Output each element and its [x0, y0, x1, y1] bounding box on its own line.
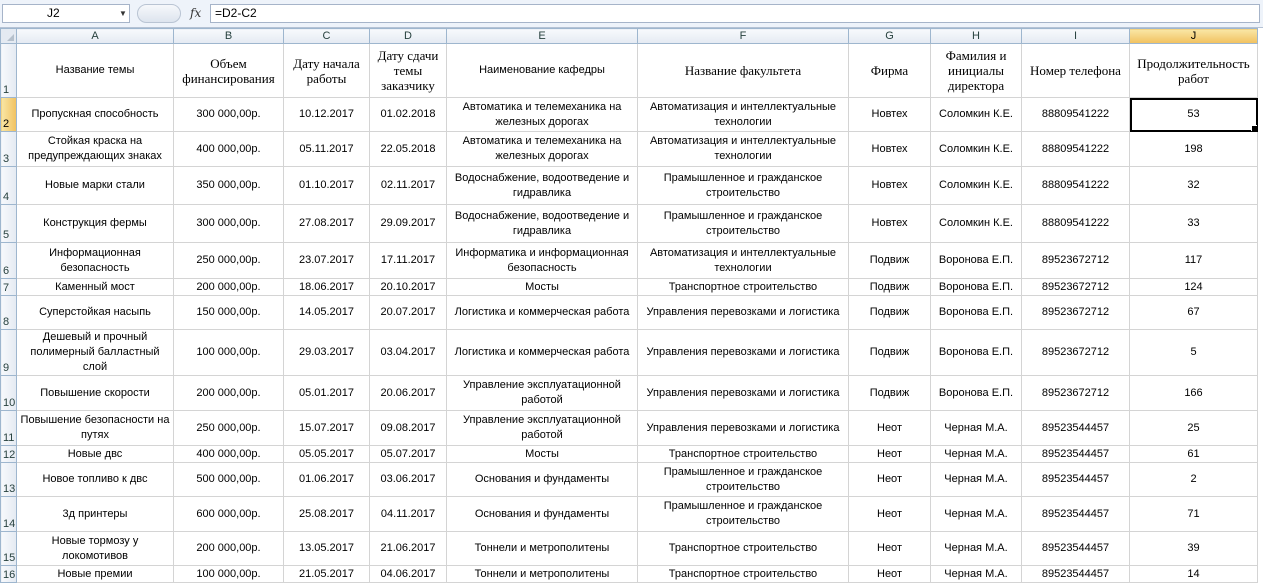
- cell[interactable]: 14.05.2017: [284, 296, 370, 330]
- cell[interactable]: 15.07.2017: [284, 411, 370, 446]
- cell[interactable]: 100 000,00р.: [174, 566, 284, 583]
- cell[interactable]: 100 000,00р.: [174, 330, 284, 376]
- cell[interactable]: Транспортное строительство: [638, 566, 849, 583]
- cell[interactable]: Воронова Е.П.: [931, 243, 1022, 279]
- cell[interactable]: Черная М.А.: [931, 411, 1022, 446]
- cell[interactable]: 117: [1130, 243, 1258, 279]
- cell[interactable]: 89523544457: [1022, 497, 1130, 532]
- cell[interactable]: Управления перевозками и логистика: [638, 411, 849, 446]
- cell[interactable]: 250 000,00р.: [174, 411, 284, 446]
- row-header[interactable]: 2: [1, 98, 17, 132]
- cell[interactable]: Прамышленное и гражданское строительство: [638, 497, 849, 532]
- cell[interactable]: 23.07.2017: [284, 243, 370, 279]
- cell[interactable]: Новые тормозу у локомотивов: [17, 532, 174, 566]
- cell[interactable]: Новые марки стали: [17, 167, 174, 205]
- cell[interactable]: Соломкин К.Е.: [931, 205, 1022, 243]
- cell[interactable]: 150 000,00р.: [174, 296, 284, 330]
- cell[interactable]: 89523544457: [1022, 446, 1130, 463]
- name-box[interactable]: [2, 4, 130, 23]
- active-cell[interactable]: 53: [1130, 98, 1258, 132]
- cell[interactable]: 33: [1130, 205, 1258, 243]
- row-header[interactable]: 13: [1, 463, 17, 497]
- cell[interactable]: Неот: [849, 446, 931, 463]
- cell[interactable]: 200 000,00р.: [174, 279, 284, 296]
- cell[interactable]: 89523544457: [1022, 463, 1130, 497]
- cell[interactable]: Дату сдачи темы заказчику: [370, 44, 447, 98]
- table-row: [1, 205, 1258, 243]
- cell[interactable]: Конструкция фермы: [17, 205, 174, 243]
- cell[interactable]: Суперстойкая насыпь: [17, 296, 174, 330]
- cell[interactable]: 88809541222: [1022, 205, 1130, 243]
- cell[interactable]: Повышение безопасности на путях: [17, 411, 174, 446]
- table-row: [1, 376, 1258, 411]
- cell[interactable]: 29.03.2017: [284, 330, 370, 376]
- cell[interactable]: Каменный мост: [17, 279, 174, 296]
- cell[interactable]: Управления перевозками и логистика: [638, 330, 849, 376]
- cell[interactable]: 89523672712: [1022, 296, 1130, 330]
- cell[interactable]: Черная М.А.: [931, 463, 1022, 497]
- cell[interactable]: 198: [1130, 132, 1258, 167]
- cell[interactable]: 600 000,00р.: [174, 497, 284, 532]
- cell[interactable]: Воронова Е.П.: [931, 279, 1022, 296]
- cell[interactable]: Объем финансирования: [174, 44, 284, 98]
- table-row: [1, 296, 1258, 330]
- column-header-row: [1, 29, 1258, 44]
- table-row: [1, 279, 1258, 296]
- function-icon[interactable]: fx: [190, 6, 202, 20]
- cell[interactable]: Фирма: [849, 44, 931, 98]
- table-row: [1, 167, 1258, 205]
- cell[interactable]: 39: [1130, 532, 1258, 566]
- table-row: [1, 497, 1258, 532]
- cell[interactable]: 61: [1130, 446, 1258, 463]
- cell[interactable]: Подвиж: [849, 376, 931, 411]
- row-header[interactable]: 7: [1, 279, 17, 296]
- column-header-j[interactable]: J: [1130, 29, 1258, 44]
- cell[interactable]: 200 000,00р.: [174, 532, 284, 566]
- cell[interactable]: 350 000,00р.: [174, 167, 284, 205]
- cell[interactable]: Транспортное строительство: [638, 446, 849, 463]
- cell[interactable]: Продолжительность работ: [1130, 44, 1258, 98]
- column-header-e[interactable]: E: [447, 29, 638, 44]
- formula-text: =D2-C2: [215, 6, 257, 20]
- cell[interactable]: Пропускная способность: [17, 98, 174, 132]
- row-header[interactable]: 11: [1, 411, 17, 446]
- row-header[interactable]: 10: [1, 376, 17, 411]
- table-row: [1, 98, 1258, 132]
- column-header-c[interactable]: C: [284, 29, 370, 44]
- row-header[interactable]: 9: [1, 330, 17, 376]
- table-row: [1, 463, 1258, 497]
- formula-bar: [0, 0, 1263, 28]
- select-all-button[interactable]: [1, 29, 17, 44]
- cell[interactable]: 27.08.2017: [284, 205, 370, 243]
- cell[interactable]: Номер телефона: [1022, 44, 1130, 98]
- column-header-h[interactable]: H: [931, 29, 1022, 44]
- cell[interactable]: 04.06.2017: [370, 566, 447, 583]
- cell[interactable]: Воронова Е.П.: [931, 296, 1022, 330]
- cell[interactable]: Соломкин К.Е.: [931, 98, 1022, 132]
- cell[interactable]: 03.06.2017: [370, 463, 447, 497]
- cell[interactable]: Основания и фундаменты: [447, 463, 638, 497]
- row-header[interactable]: 8: [1, 296, 17, 330]
- cell[interactable]: Управление эксплуатационной работой: [447, 376, 638, 411]
- cell[interactable]: 04.11.2017: [370, 497, 447, 532]
- cell[interactable]: Транспортное строительство: [638, 532, 849, 566]
- cell[interactable]: 13.05.2017: [284, 532, 370, 566]
- cell[interactable]: Наименование кафедры: [447, 44, 638, 98]
- cell[interactable]: Прамышленное и гражданское строительство: [638, 205, 849, 243]
- formula-bar-divider: [137, 4, 181, 23]
- cell[interactable]: 05.01.2017: [284, 376, 370, 411]
- cell[interactable]: Водоснабжение, водоотведение и гидравлика: [447, 167, 638, 205]
- cell[interactable]: Название факультета: [638, 44, 849, 98]
- cell[interactable]: Прамышленное и гражданское строительство: [638, 167, 849, 205]
- cell[interactable]: Подвиж: [849, 330, 931, 376]
- cell[interactable]: Информационная безопасность: [17, 243, 174, 279]
- cell[interactable]: Повышение скорости: [17, 376, 174, 411]
- table-row: [1, 243, 1258, 279]
- cell[interactable]: Новое топливо к двс: [17, 463, 174, 497]
- cell[interactable]: 400 000,00р.: [174, 446, 284, 463]
- column-header-f[interactable]: F: [638, 29, 849, 44]
- table-row: [1, 566, 1258, 583]
- cell[interactable]: Автоматизация и интеллектуальные технологии: [638, 132, 849, 167]
- cell[interactable]: Черная М.А.: [931, 532, 1022, 566]
- cell[interactable]: Фамилия и инициалы директора: [931, 44, 1022, 98]
- cell[interactable]: Дешевый и прочный полимерный балластный слой: [17, 330, 174, 376]
- row-header[interactable]: 14: [1, 497, 17, 532]
- cell[interactable]: Соломкин К.Е.: [931, 167, 1022, 205]
- row-header[interactable]: 5: [1, 205, 17, 243]
- cell[interactable]: 124: [1130, 279, 1258, 296]
- cell[interactable]: Тоннели и метрополитены: [447, 532, 638, 566]
- cell[interactable]: Основания и фундаменты: [447, 497, 638, 532]
- cell[interactable]: 300 000,00р.: [174, 205, 284, 243]
- cell[interactable]: 5: [1130, 330, 1258, 376]
- column-header-a[interactable]: A: [17, 29, 174, 44]
- header-row: [1, 44, 1258, 98]
- cell[interactable]: 89523672712: [1022, 243, 1130, 279]
- spreadsheet-grid: [0, 28, 1258, 583]
- cell[interactable]: 32: [1130, 167, 1258, 205]
- cell[interactable]: Транспортное строительство: [638, 279, 849, 296]
- cell[interactable]: 01.10.2017: [284, 167, 370, 205]
- cell[interactable]: 25.08.2017: [284, 497, 370, 532]
- cell[interactable]: 22.05.2018: [370, 132, 447, 167]
- cell[interactable]: 18.06.2017: [284, 279, 370, 296]
- cell[interactable]: Неот: [849, 532, 931, 566]
- cell[interactable]: Логистика и коммерческая работа: [447, 296, 638, 330]
- cell[interactable]: Новтех: [849, 132, 931, 167]
- cell[interactable]: 88809541222: [1022, 167, 1130, 205]
- cell[interactable]: 21.05.2017: [284, 566, 370, 583]
- cell[interactable]: 20.10.2017: [370, 279, 447, 296]
- cell[interactable]: 01.02.2018: [370, 98, 447, 132]
- row-header[interactable]: 1: [1, 44, 17, 98]
- cell[interactable]: Соломкин К.Е.: [931, 132, 1022, 167]
- cell[interactable]: 3д принтеры: [17, 497, 174, 532]
- cell[interactable]: 09.08.2017: [370, 411, 447, 446]
- cell[interactable]: 2: [1130, 463, 1258, 497]
- cell[interactable]: Неот: [849, 497, 931, 532]
- cell[interactable]: Управления перевозками и логистика: [638, 376, 849, 411]
- cell[interactable]: 89523544457: [1022, 566, 1130, 583]
- cell[interactable]: Черная М.А.: [931, 566, 1022, 583]
- chevron-down-icon[interactable]: ▼: [119, 9, 127, 18]
- cell[interactable]: Управление эксплуатационной работой: [447, 411, 638, 446]
- cell[interactable]: 89523544457: [1022, 532, 1130, 566]
- row-header[interactable]: 15: [1, 532, 17, 566]
- row-header[interactable]: 6: [1, 243, 17, 279]
- cell[interactable]: 400 000,00р.: [174, 132, 284, 167]
- cell[interactable]: Новтех: [849, 205, 931, 243]
- cell[interactable]: 25: [1130, 411, 1258, 446]
- cell[interactable]: 500 000,00р.: [174, 463, 284, 497]
- cell[interactable]: 166: [1130, 376, 1258, 411]
- cell[interactable]: Воронова Е.П.: [931, 376, 1022, 411]
- cell[interactable]: Тоннели и метрополитены: [447, 566, 638, 583]
- cell[interactable]: 71: [1130, 497, 1258, 532]
- column-header-d[interactable]: D: [370, 29, 447, 44]
- cell[interactable]: Название темы: [17, 44, 174, 98]
- cell[interactable]: Автоматика и телемеханика на железных дорогах: [447, 132, 638, 167]
- cell[interactable]: Неот: [849, 566, 931, 583]
- cell[interactable]: Черная М.А.: [931, 497, 1022, 532]
- cell[interactable]: 01.06.2017: [284, 463, 370, 497]
- cell[interactable]: Логистика и коммерческая работа: [447, 330, 638, 376]
- cell[interactable]: Неот: [849, 463, 931, 497]
- cell[interactable]: 89523672712: [1022, 279, 1130, 296]
- cell[interactable]: 89523544457: [1022, 411, 1130, 446]
- row-header[interactable]: 3: [1, 132, 17, 167]
- column-header-b[interactable]: B: [174, 29, 284, 44]
- cell[interactable]: 17.11.2017: [370, 243, 447, 279]
- cell[interactable]: Дату начала работы: [284, 44, 370, 98]
- table-row: [1, 411, 1258, 446]
- row-header[interactable]: 4: [1, 167, 17, 205]
- cell[interactable]: Прамышленное и гражданское строительство: [638, 463, 849, 497]
- cell[interactable]: 20.07.2017: [370, 296, 447, 330]
- table-row: [1, 330, 1258, 376]
- cell[interactable]: Автоматизация и интеллектуальные технологии: [638, 98, 849, 132]
- cell[interactable]: Управления перевозками и логистика: [638, 296, 849, 330]
- cell[interactable]: Подвиж: [849, 279, 931, 296]
- cell[interactable]: Новтех: [849, 167, 931, 205]
- cell[interactable]: 20.06.2017: [370, 376, 447, 411]
- row-header[interactable]: 16: [1, 566, 17, 583]
- cell[interactable]: 14: [1130, 566, 1258, 583]
- row-header[interactable]: 12: [1, 446, 17, 463]
- cell[interactable]: 88809541222: [1022, 98, 1130, 132]
- cell[interactable]: 29.09.2017: [370, 205, 447, 243]
- cell[interactable]: Воронова Е.П.: [931, 330, 1022, 376]
- cell[interactable]: Мосты: [447, 446, 638, 463]
- cell[interactable]: Автоматика и телемеханика на железных дорогах: [447, 98, 638, 132]
- cell[interactable]: 03.04.2017: [370, 330, 447, 376]
- cell[interactable]: Новтех: [849, 98, 931, 132]
- cell[interactable]: Автоматизация и интеллектуальные технологии: [638, 243, 849, 279]
- name-box-value: J2: [47, 6, 60, 20]
- cell[interactable]: 89523672712: [1022, 376, 1130, 411]
- cell[interactable]: Информатика и информационная безопасность: [447, 243, 638, 279]
- table-row: [1, 532, 1258, 566]
- cell[interactable]: Мосты: [447, 279, 638, 296]
- cell[interactable]: Подвиж: [849, 296, 931, 330]
- cell[interactable]: 21.06.2017: [370, 532, 447, 566]
- formula-input[interactable]: [210, 4, 1260, 23]
- cell[interactable]: Неот: [849, 411, 931, 446]
- cell[interactable]: 200 000,00р.: [174, 376, 284, 411]
- cell[interactable]: Водоснабжение, водоотведение и гидравлика: [447, 205, 638, 243]
- cell[interactable]: Новые премии: [17, 566, 174, 583]
- cell[interactable]: 02.11.2017: [370, 167, 447, 205]
- cell[interactable]: Стойкая краска на предупреждающих знаках: [17, 132, 174, 167]
- cell[interactable]: 67: [1130, 296, 1258, 330]
- cell[interactable]: 300 000,00р.: [174, 98, 284, 132]
- cell[interactable]: 10.12.2017: [284, 98, 370, 132]
- cell[interactable]: 250 000,00р.: [174, 243, 284, 279]
- cell[interactable]: 88809541222: [1022, 132, 1130, 167]
- cell[interactable]: 05.07.2017: [370, 446, 447, 463]
- cell[interactable]: 89523672712: [1022, 330, 1130, 376]
- cell[interactable]: Черная М.А.: [931, 446, 1022, 463]
- column-header-g[interactable]: G: [849, 29, 931, 44]
- table-row: [1, 446, 1258, 463]
- cell[interactable]: 05.11.2017: [284, 132, 370, 167]
- table-row: [1, 132, 1258, 167]
- cell[interactable]: Новые двс: [17, 446, 174, 463]
- cell[interactable]: Подвиж: [849, 243, 931, 279]
- column-header-i[interactable]: I: [1022, 29, 1130, 44]
- cell[interactable]: 05.05.2017: [284, 446, 370, 463]
